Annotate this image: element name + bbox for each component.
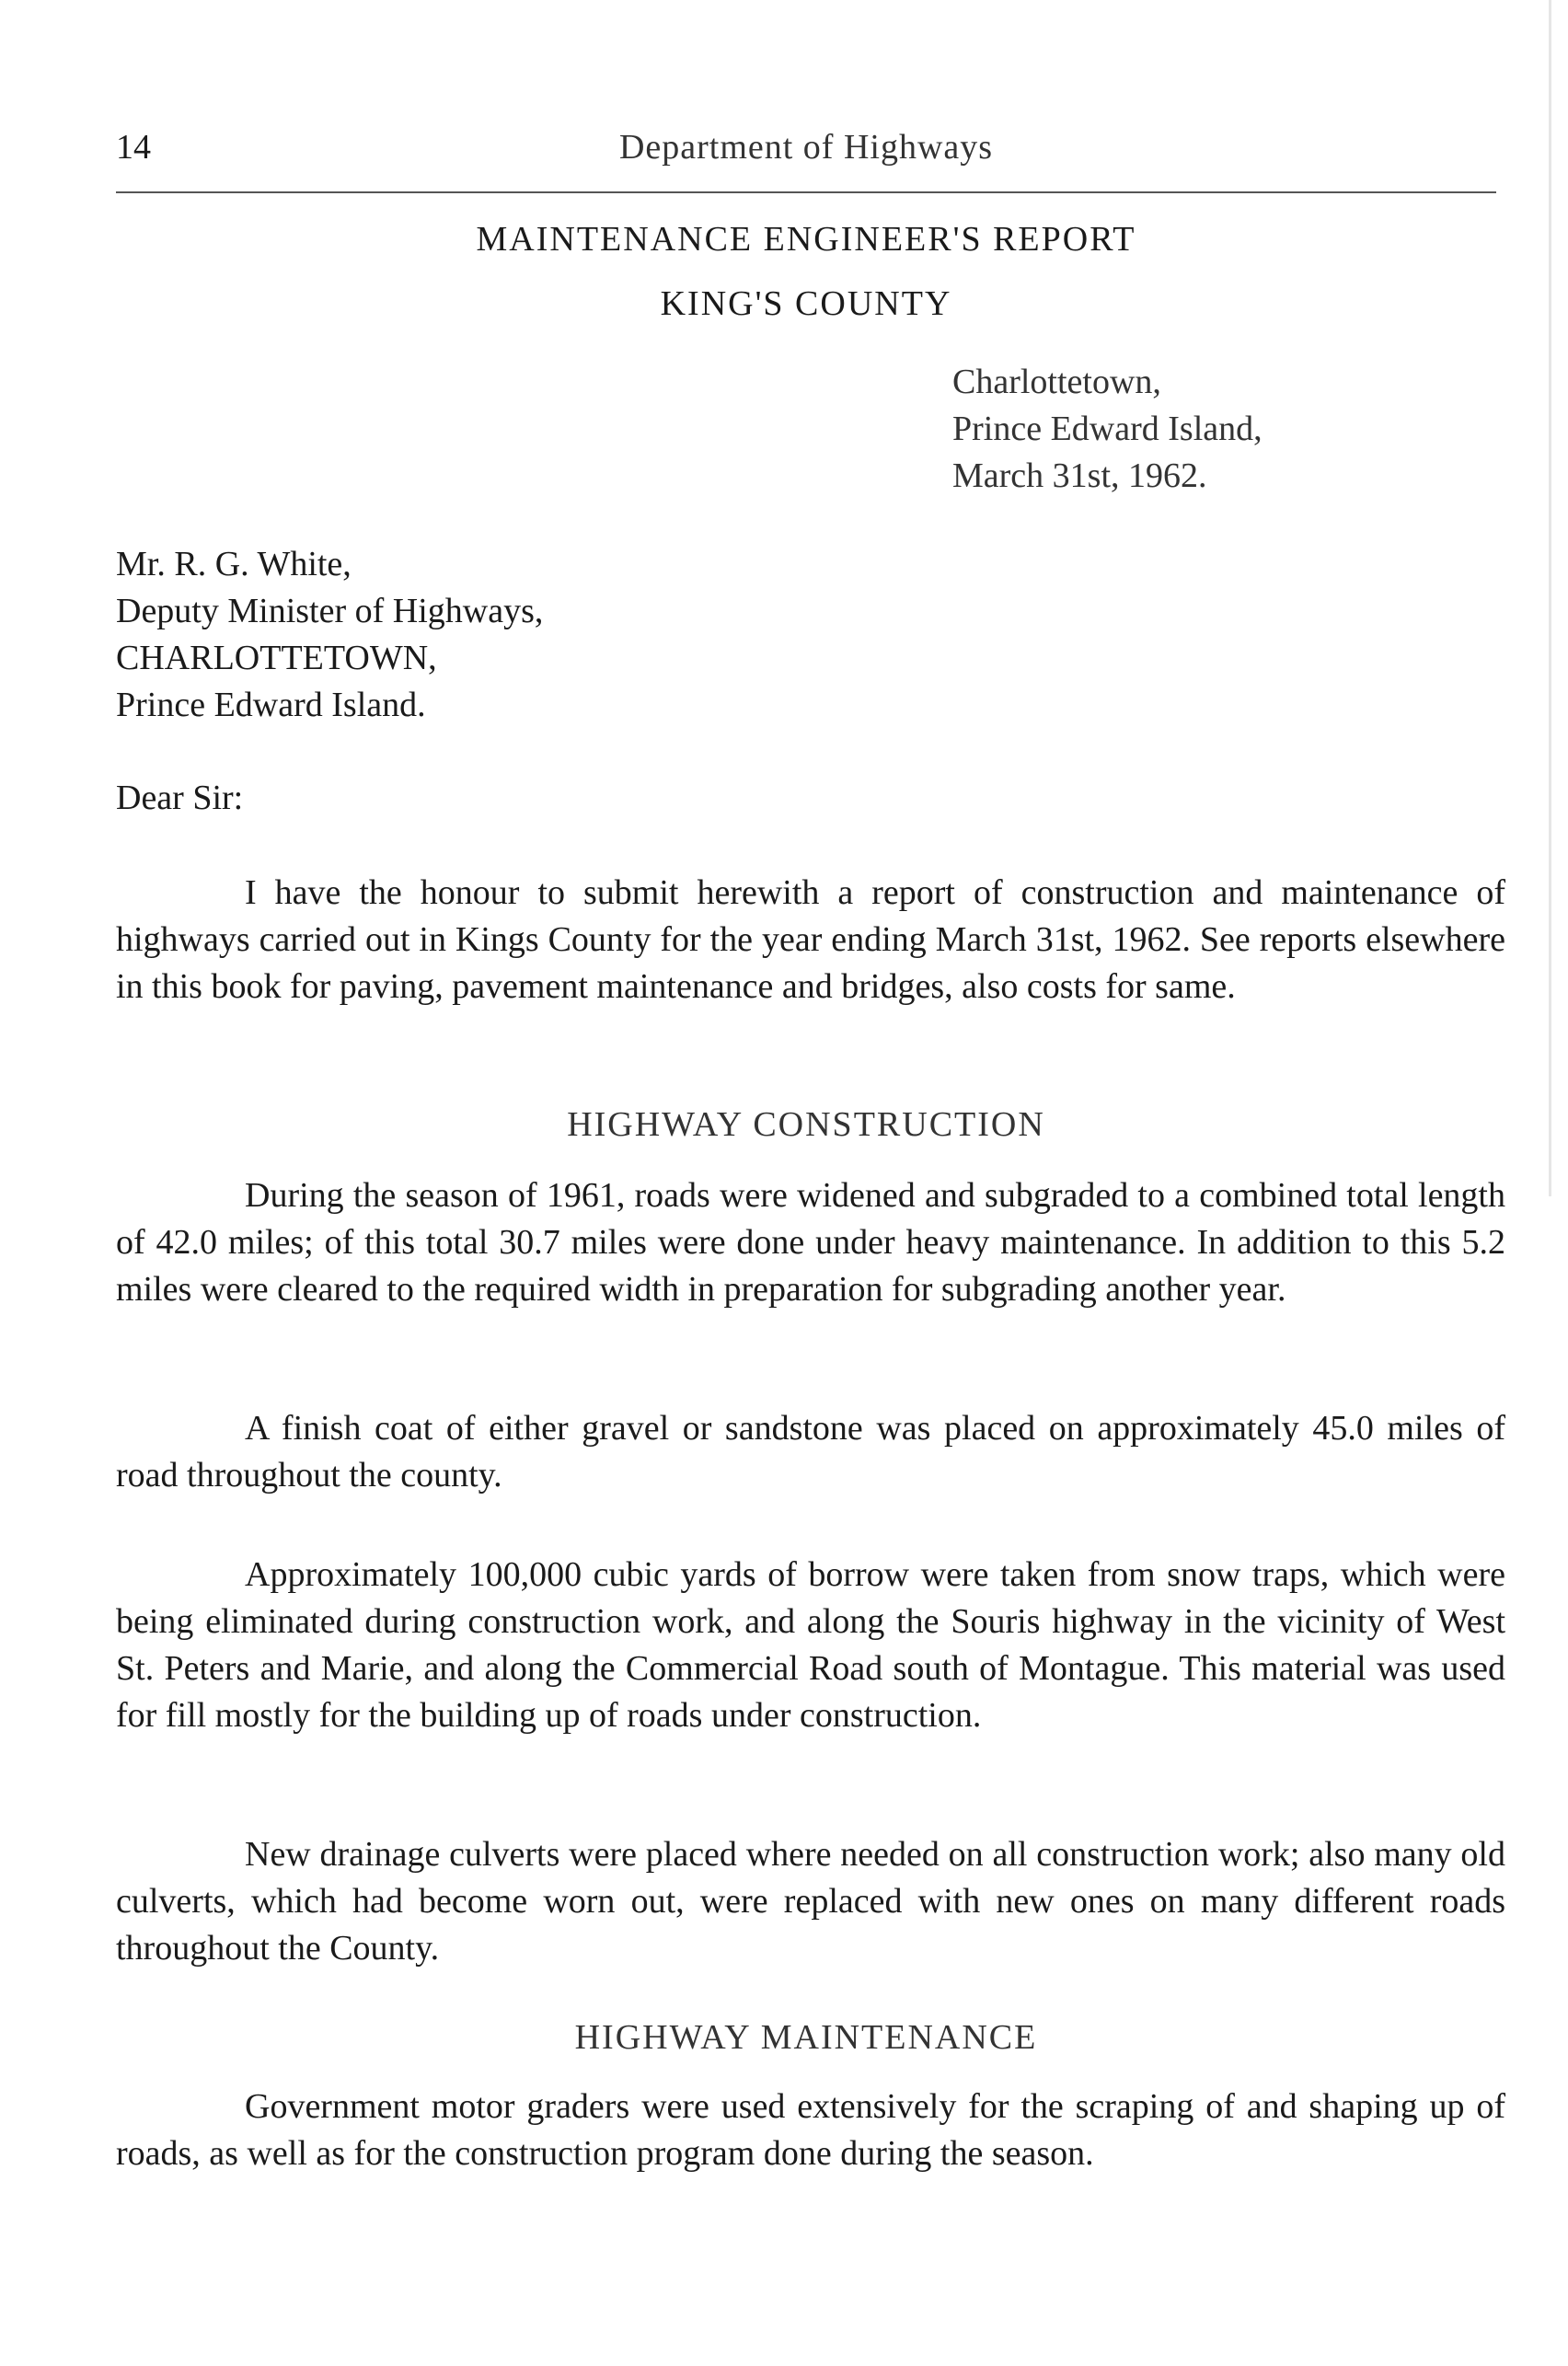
recipient-address xyxy=(116,541,543,729)
section-heading-construction: HIGHWAY CONSTRUCTION xyxy=(567,1105,1045,1144)
header-rule xyxy=(116,191,1496,193)
dateline-city: Charlottetown, xyxy=(952,363,1161,401)
intro-paragraph: I have the honour to submit herewith a report of construction and maintenance of highways carried out in Kings County for the year ending March 31st, 1962. See reports elsewhere in this book for paving, pavement maintenance and bridges, also costs for same. xyxy=(116,873,1505,1006)
recipient-title: Deputy Minister of Highways, xyxy=(116,592,544,630)
recipient-city: CHARLOTTETOWN, xyxy=(116,639,437,677)
construction-paragraph-3: Approximately 100,000 cubic yards of borrow were taken from snow traps, which were being eliminated during construction work, and along the Souris highway in the vicinity of West St. Peters and Marie, and along the Commercial Road south of Montague. This material was used for fill mostly for the building up of roads under construction. xyxy=(116,1555,1505,1735)
report-title: MAINTENANCE ENGINEER'S REPORT xyxy=(476,220,1136,259)
page-number: 14 xyxy=(116,128,151,167)
construction-paragraph-1: During the season of 1961, roads were widened and subgraded to a combined total length of 42.0 miles; of this total 30.7 miles were done under heavy maintenance. In addition to this 5.2 miles were cleared to the required width in preparation for subgrading another year. xyxy=(116,1176,1505,1309)
running-header xyxy=(116,127,1496,182)
page-edge-shadow xyxy=(1549,0,1551,1196)
recipient-province: Prince Edward Island. xyxy=(116,686,426,724)
maintenance-paragraph-1: Government motor graders were used extensively for the scraping of and shaping up of roads, as well as for the construction program done during the season. xyxy=(116,2087,1505,2173)
dateline-province: Prince Edward Island, xyxy=(952,410,1262,448)
dateline xyxy=(952,359,1262,500)
dateline-date: March 31st, 1962. xyxy=(952,456,1207,495)
salutation: Dear Sir: xyxy=(116,779,244,817)
report-subtitle: KING'S COUNTY xyxy=(660,284,952,323)
construction-paragraph-2: A finish coat of either gravel or sandstone was placed on approximately 45.0 miles of road throughout the county. xyxy=(116,1409,1505,1495)
section-heading-maintenance: HIGHWAY MAINTENANCE xyxy=(574,2018,1038,2057)
construction-paragraph-4: New drainage culverts were placed where needed on all construction work; also many old culverts, which had become worn out, were replaced with new ones on many different roads throughout the County. xyxy=(116,1835,1505,1968)
running-title: Department of Highways xyxy=(618,128,994,167)
recipient-name: Mr. R. G. White, xyxy=(116,545,352,583)
